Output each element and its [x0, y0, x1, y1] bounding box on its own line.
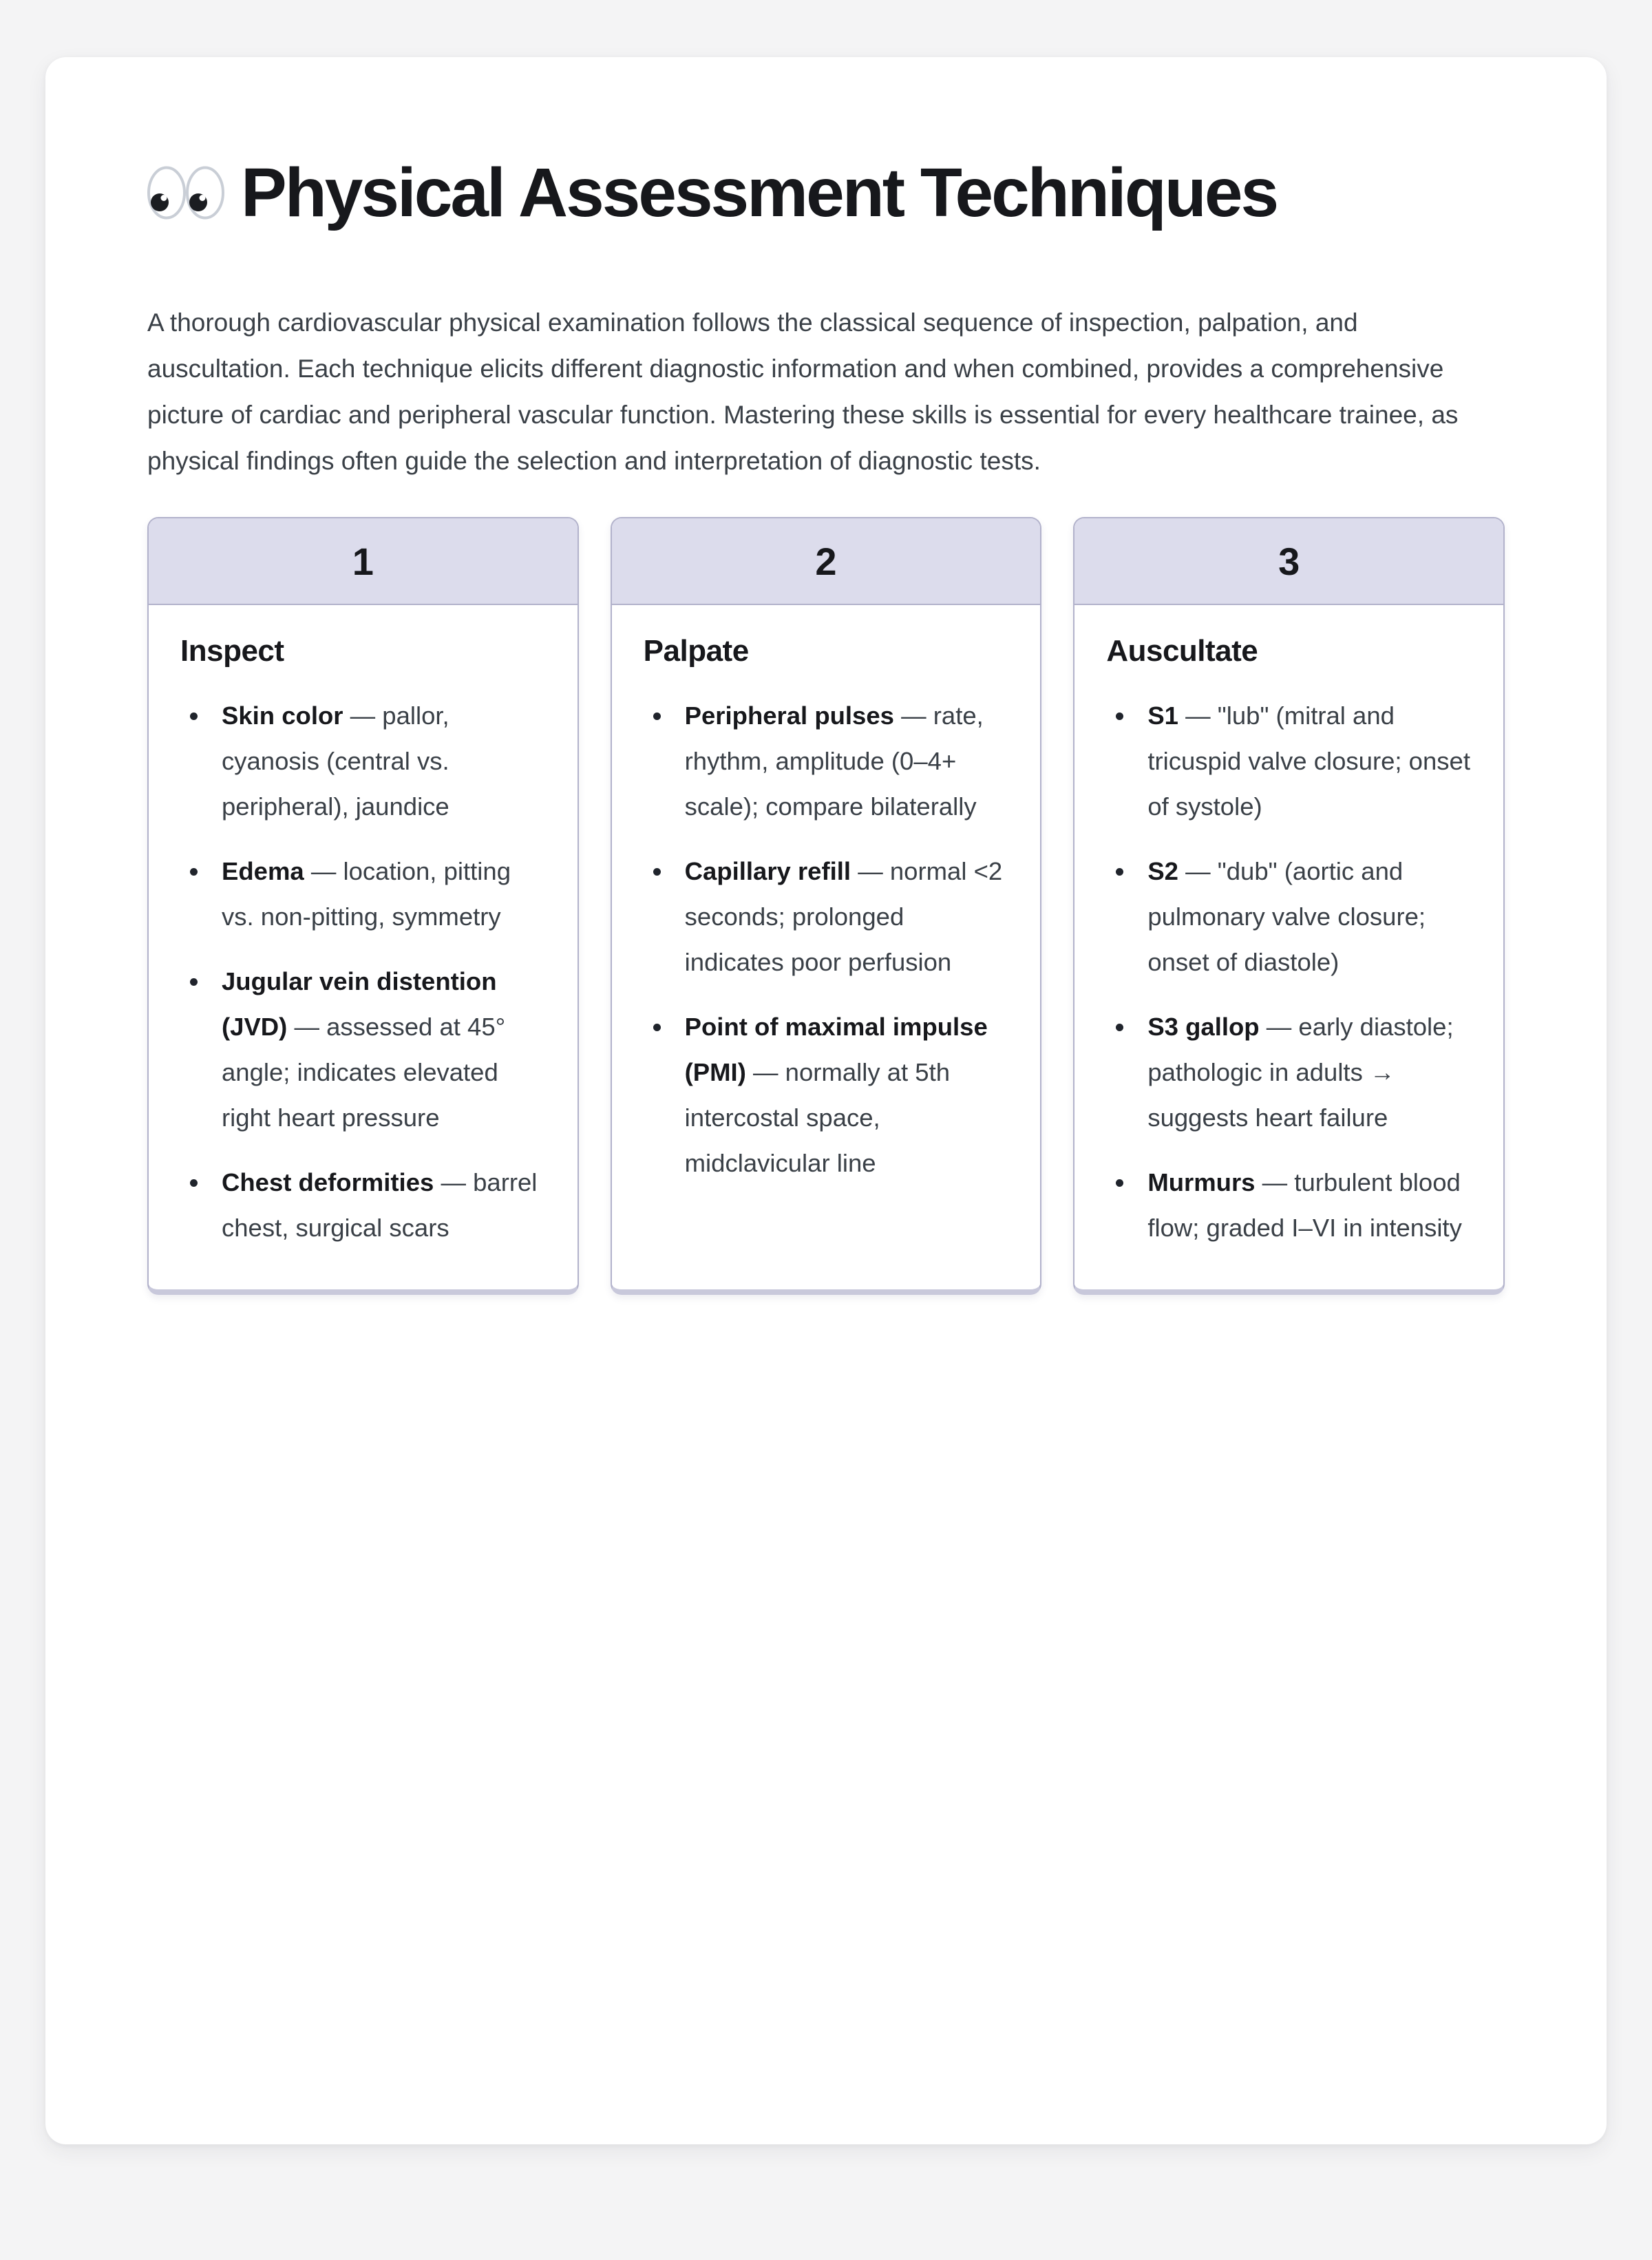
finding-term: Edema	[222, 857, 304, 885]
step-title: Auscultate	[1106, 634, 1258, 668]
term-separator-dash: —	[1178, 857, 1218, 885]
finding-term: Point of maximal impulse (PMI)	[684, 1013, 988, 1086]
term-separator-dash: —	[851, 857, 890, 885]
term-separator-dash: —	[343, 701, 383, 730]
finding-description: "lub" (mitral and tricuspid valve closure; onset of systole)	[1147, 701, 1470, 821]
term-separator-dash: —	[434, 1168, 474, 1196]
finding-term: S2	[1147, 857, 1178, 885]
finding-term: Peripheral pulses	[684, 701, 894, 730]
page-title: Physical Assessment Techniques	[241, 154, 1278, 231]
finding-item	[180, 849, 546, 940]
finding-item	[1106, 693, 1472, 830]
finding-item	[180, 959, 546, 1141]
finding-description: barrel chest, surgical scars	[222, 1168, 538, 1242]
step-title: Inspect	[180, 634, 284, 668]
page-heading	[147, 149, 1505, 236]
assessment-steps	[147, 517, 1505, 1295]
step-number: 2	[815, 539, 837, 583]
finding-item	[180, 1160, 546, 1251]
step-card	[1073, 517, 1505, 1295]
term-separator-dash: —	[893, 701, 933, 730]
step-title: Palpate	[643, 634, 749, 668]
term-separator-dash: —	[1255, 1168, 1295, 1196]
step-card	[611, 517, 1042, 1295]
step-number: 3	[1278, 539, 1300, 583]
intro-paragraph: A thorough cardiovascular physical examination follows the classical sequence of inspection, palpation, and auscultation. Each technique elicits different diagnostic information and when combined, provides a comprehensive picture of cardiac and peripheral vascular function. Mastering these skills is essential for every healthcare trainee, as physical findings often guide the selection and interpretation of diagnostic tests.	[147, 308, 1459, 475]
finding-item	[1106, 1004, 1472, 1141]
term-separator-dash: —	[1259, 1013, 1299, 1041]
finding-item	[1106, 849, 1472, 985]
step-item-list	[644, 693, 1009, 1186]
finding-term: Murmurs	[1147, 1168, 1256, 1196]
finding-description: normally at 5th intercostal space, midclavicular line	[684, 1058, 951, 1177]
step-item-list	[1106, 693, 1472, 1251]
term-separator-dash: —	[304, 857, 343, 885]
document-sheet	[45, 57, 1607, 2144]
step-body	[612, 605, 1041, 1225]
term-separator-dash: —	[745, 1058, 785, 1086]
step-body	[1074, 605, 1503, 1289]
finding-term: Capillary refill	[684, 857, 851, 885]
step-item-list	[180, 693, 546, 1251]
finding-item	[644, 849, 1009, 985]
finding-description: assessed at 45° angle; indicates elevated right heart pressure	[222, 1013, 506, 1132]
step-number-header	[1074, 518, 1503, 605]
finding-term: S1	[1147, 701, 1178, 730]
step-number-header	[612, 518, 1041, 605]
finding-description: early diastole; pathologic in adults → suggests heart failure	[1147, 1013, 1454, 1132]
finding-description: location, pitting vs. non-pitting, symmetry	[222, 857, 511, 931]
finding-description: pallor, cyanosis (central vs. peripheral), jaundice	[222, 701, 449, 821]
finding-description: turbulent blood flow; graded I–VI in intensity	[1147, 1168, 1462, 1242]
finding-term: S3 gallop	[1147, 1013, 1260, 1041]
finding-description: "dub" (aortic and pulmonary valve closure; onset of diastole)	[1147, 857, 1426, 976]
eyes-emoji-icon	[147, 166, 224, 220]
term-separator-dash: —	[287, 1013, 327, 1041]
finding-term: Skin color	[222, 701, 343, 730]
finding-item	[180, 693, 546, 830]
step-number: 1	[352, 539, 374, 583]
step-card	[147, 517, 579, 1295]
finding-term: Chest deformities	[222, 1168, 434, 1196]
finding-item	[1106, 1160, 1472, 1251]
finding-description: rate, rhythm, amplitude (0–4+ scale); compare bilaterally	[684, 701, 984, 821]
step-body	[149, 605, 578, 1289]
finding-item	[644, 693, 1009, 830]
step-number-header	[149, 518, 578, 605]
finding-description: normal <2 seconds; prolonged indicates poor perfusion	[684, 857, 1003, 976]
term-separator-dash: —	[1178, 701, 1218, 730]
finding-term: Jugular vein distention (JVD)	[222, 967, 497, 1041]
finding-item	[644, 1004, 1009, 1186]
